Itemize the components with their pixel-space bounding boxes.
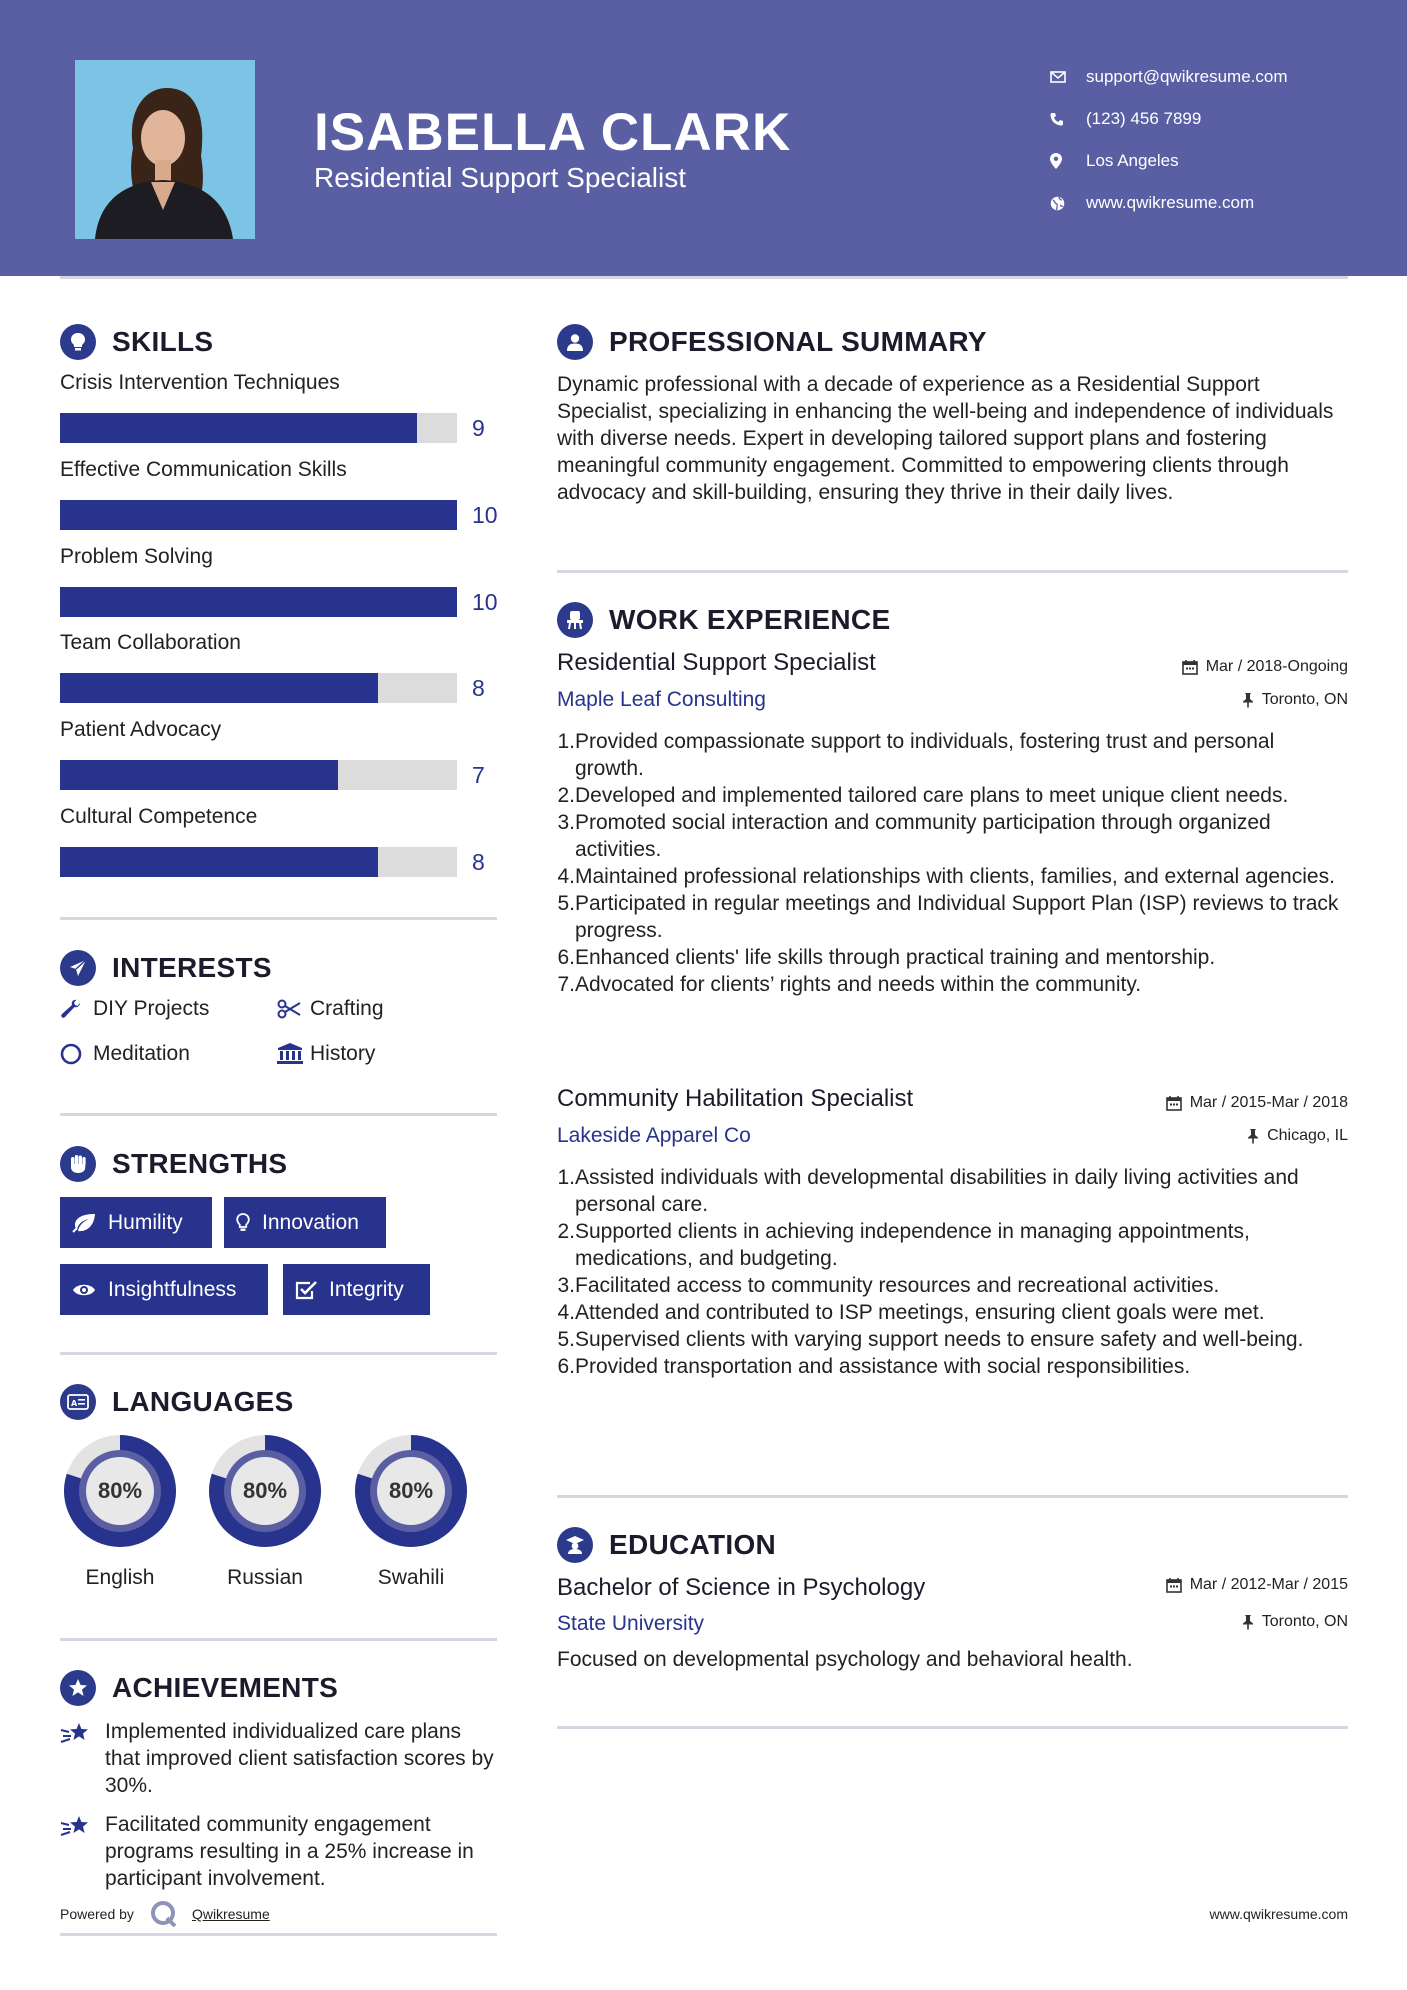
lightbulb-icon: [236, 1213, 250, 1233]
header: [0, 0, 1407, 276]
skill-label: Effective Communication Skills: [60, 458, 347, 481]
strengths-heading: [60, 1146, 287, 1182]
interest-item: [60, 1042, 190, 1066]
skill-bar: [60, 673, 457, 703]
duty-text: Developed and implemented tailored care plans to meet unique client needs.: [575, 784, 1289, 807]
skill-bar-fill: [60, 847, 378, 877]
duty-text: Assisted individuals with developmental disabilities in daily living activities and personal care.: [575, 1166, 1299, 1216]
header-divider: [60, 276, 1348, 279]
company-name: Lakeside Apparel Co: [557, 1124, 751, 1147]
language-ring: [204, 1430, 326, 1552]
lightbulb-icon: [60, 324, 96, 360]
section-divider: [557, 570, 1348, 573]
skill-bar-fill: [60, 760, 338, 790]
skill-label: Team Collaboration: [60, 631, 241, 654]
check-square-icon: [295, 1280, 317, 1300]
job-duties: [557, 1164, 1347, 1380]
strength-label: Humility: [108, 1210, 183, 1234]
candidate-role: Residential Support Specialist: [314, 162, 686, 193]
profile-photo: [75, 60, 255, 239]
job-location-text: Chicago, IL: [1267, 1127, 1348, 1144]
section-divider: [60, 1933, 497, 1936]
duty-item: 3. Facilitated access to community resources and recreational activities.: [557, 1274, 1220, 1297]
duty-item: 5. Participated in regular meetings and Individual Support Plan (ISP) reviews to track progress.: [557, 890, 1347, 944]
education-location-text: Toronto, ON: [1261, 1613, 1348, 1630]
skill-bar-fill: [60, 500, 457, 530]
star-badge-icon: [60, 1670, 96, 1706]
qwikresume-logo-icon: [150, 1900, 178, 1928]
svg-text:A: A: [71, 1399, 78, 1408]
user-icon: [557, 324, 593, 360]
duty-text: Facilitated access to community resources and recreational activities.: [575, 1274, 1220, 1297]
language-name: Swahili: [377, 1566, 445, 1589]
language-percent: 80%: [388, 1478, 434, 1503]
bank-icon: [277, 1043, 310, 1065]
section-divider: [60, 1113, 497, 1116]
experience-title: WORK EXPERIENCE: [609, 604, 891, 635]
interest-label: Crafting: [310, 997, 384, 1020]
interests-title: INTERESTS: [112, 952, 272, 983]
duty-item: 4. Maintained professional relationships with clients, families, and external agencies.: [557, 865, 1335, 888]
circle-icon: [60, 1043, 93, 1065]
duty-item: 1. Provided compassionate support to individuals, fostering trust and personal growth.: [557, 728, 1347, 782]
skill-bar-fill: [60, 673, 378, 703]
education-dates-text: Mar / 2012-Mar / 2015: [1189, 1576, 1348, 1593]
duty-text: Supported clients in achieving independence in managing appointments, medications, and budgeting.: [575, 1220, 1250, 1270]
interest-label: History: [310, 1042, 376, 1065]
skill-item: [60, 718, 500, 788]
language-card-icon: [60, 1384, 96, 1420]
duty-item: 1. Assisted individuals with developmental disabilities in daily living activities and personal care.: [557, 1164, 1347, 1218]
degree-title: Bachelor of Science in Psychology: [557, 1574, 926, 1601]
achievements-heading: [60, 1670, 338, 1706]
job-title: Community Habilitation Specialist: [557, 1085, 914, 1112]
company-name: Maple Leaf Consulting: [557, 688, 766, 711]
wrench-icon: [60, 998, 93, 1020]
duty-text: Provided transportation and assistance with social responsibilities.: [575, 1355, 1191, 1378]
duty-text: Supervised clients with varying support needs to ensure safety and well-being.: [575, 1328, 1304, 1351]
language-name: English: [85, 1566, 155, 1589]
contact-email-text: support@qwikresume.com: [1086, 67, 1288, 86]
contact-website[interactable]: [1050, 182, 1288, 224]
globe-icon: [1050, 196, 1086, 211]
languages-heading: [60, 1384, 294, 1420]
strengths-title: STRENGTHS: [112, 1148, 288, 1179]
duty-text: Promoted social interaction and community participation through organized activities.: [575, 811, 1271, 861]
strength-tag: [283, 1264, 430, 1315]
job-dates-text: Mar / 2018-Ongoing: [1205, 658, 1348, 675]
achievements-title: ACHIEVEMENTS: [112, 1672, 339, 1703]
job-dates: [1182, 658, 1348, 676]
education-location: [1242, 1613, 1348, 1631]
duty-text: Provided compassionate support to individuals, fostering trust and personal growth.: [575, 730, 1275, 780]
eye-icon: [72, 1282, 96, 1298]
language-item: [350, 1430, 472, 1590]
contact-email[interactable]: [1050, 56, 1288, 98]
interest-item: [277, 1042, 375, 1066]
section-divider: [60, 1352, 497, 1355]
language-item: [59, 1430, 181, 1590]
paper-plane-icon: [60, 950, 96, 986]
skill-label: Patient Advocacy: [60, 718, 222, 741]
duty-text: Participated in regular meetings and Individual Support Plan (ISP) reviews to track progress.: [575, 892, 1339, 942]
duty-item: 7. Advocated for clients’ rights and needs within the community.: [557, 973, 1142, 996]
interest-item: [60, 997, 209, 1021]
contact-location: [1050, 140, 1288, 182]
chair-icon: [557, 602, 593, 638]
skill-item: [60, 631, 500, 701]
leaf-icon: [72, 1213, 96, 1233]
map-pin-icon: [1050, 153, 1086, 169]
skill-item: [60, 805, 500, 875]
duty-item: 6. Enhanced clients' life skills through practical training and mentorship.: [557, 946, 1216, 969]
strength-tag: [224, 1197, 386, 1248]
skill-bar: [60, 587, 457, 617]
duty-item: 5. Supervised clients with varying support needs to ensure safety and well-being.: [557, 1328, 1304, 1351]
education-heading: [557, 1527, 776, 1563]
achievement-text: Implemented individualized care plans that improved client satisfaction scores by 30%.: [105, 1720, 494, 1797]
pushpin-icon: [1242, 692, 1254, 708]
scissors-icon: [277, 999, 310, 1019]
skill-value: 8: [472, 675, 485, 701]
achievement-item: [60, 1718, 500, 1799]
interest-label: DIY Projects: [93, 997, 210, 1020]
strength-label: Insightfulness: [108, 1277, 237, 1301]
skill-bar: [60, 500, 457, 530]
contact-list: [1050, 56, 1288, 224]
qwikresume-link[interactable]: Qwikresume: [191, 1906, 270, 1922]
school-name: State University: [557, 1612, 705, 1635]
language-percent: 80%: [242, 1478, 288, 1503]
graduate-icon: [557, 1527, 593, 1563]
skill-value: 10: [472, 502, 498, 528]
calendar-icon: [1166, 1095, 1182, 1111]
interest-item: [277, 997, 384, 1021]
languages-title: LANGUAGES: [112, 1386, 294, 1417]
interest-label: Meditation: [93, 1042, 190, 1065]
education-dates: [1166, 1576, 1348, 1594]
skill-bar-fill: [60, 413, 417, 443]
job-location: [1242, 691, 1348, 709]
contact-phone[interactable]: [1050, 98, 1288, 140]
job-location-text: Toronto, ON: [1261, 691, 1348, 708]
strength-tag: [60, 1264, 268, 1315]
fist-icon: [60, 1146, 96, 1182]
summary-heading: [557, 324, 987, 360]
education-title: EDUCATION: [609, 1529, 777, 1560]
summary-title: PROFESSIONAL SUMMARY: [609, 326, 987, 357]
powered-by-label: Powered by: [60, 1906, 134, 1922]
shooting-star-icon: [60, 1718, 105, 1799]
language-item: [204, 1430, 326, 1590]
skill-bar: [60, 847, 457, 877]
achievement-item: [60, 1811, 500, 1892]
duty-text: Maintained professional relationships with clients, families, and external agencies.: [575, 865, 1335, 888]
calendar-icon: [1166, 1577, 1182, 1593]
section-divider: [557, 1726, 1348, 1729]
interests-heading: [60, 950, 272, 986]
achievement-text: Facilitated community engagement programs resulting in a 25% increase in participant involvement.: [105, 1813, 474, 1890]
summary-text: Dynamic professional with a decade of experience as a Residential Support Specialist, specializing in enhancing the well-being and independence of individuals with diverse needs. Expert in developing tailored support plans and fostering meaningful community engagement. Committed to empowering clients through advocacy and skill-building, ensuring they thrive in their daily lives.: [557, 373, 1334, 504]
skill-value: 9: [472, 415, 485, 441]
duty-item: 6. Provided transportation and assistance with social responsibilities.: [557, 1355, 1191, 1378]
duty-item: 4. Attended and contributed to ISP meetings, ensuring client goals were met.: [557, 1301, 1265, 1324]
candidate-name: ISABELLA CLARK: [314, 103, 792, 162]
calendar-icon: [1182, 659, 1198, 675]
skills-heading: [60, 324, 213, 360]
skill-value: 8: [472, 849, 485, 875]
skill-bar: [60, 760, 457, 790]
pushpin-icon: [1242, 1614, 1254, 1630]
duty-text: Attended and contributed to ISP meetings, ensuring client goals were met.: [575, 1301, 1265, 1324]
phone-icon: [1050, 112, 1086, 126]
shooting-star-icon: [60, 1811, 105, 1892]
skill-value: 7: [472, 762, 485, 788]
experience-heading: [557, 602, 890, 638]
job-location: [1247, 1127, 1348, 1145]
section-divider: [60, 1638, 497, 1641]
language-name: Russian: [227, 1566, 303, 1589]
envelope-icon: [1050, 71, 1086, 83]
skills-title: SKILLS: [112, 326, 214, 357]
contact-location-text: Los Angeles: [1086, 151, 1179, 170]
job-dates: [1166, 1094, 1348, 1112]
skill-item: [60, 371, 500, 441]
strength-label: Integrity: [329, 1277, 404, 1301]
duty-item: 3. Promoted social interaction and community participation through organized activities.: [557, 809, 1347, 863]
section-divider: [60, 917, 497, 920]
pushpin-icon: [1247, 1128, 1259, 1144]
skill-bar: [60, 413, 457, 443]
job-dates-text: Mar / 2015-Mar / 2018: [1189, 1094, 1348, 1111]
strength-label: Innovation: [262, 1210, 359, 1234]
skill-label: Crisis Intervention Techniques: [60, 371, 340, 394]
skill-item: [60, 458, 500, 528]
contact-phone-text: (123) 456 7899: [1086, 109, 1202, 128]
skill-label: Cultural Competence: [60, 805, 258, 828]
job-title: Residential Support Specialist: [557, 649, 876, 676]
education-description: Focused on developmental psychology and behavioral health.: [557, 1648, 1133, 1671]
language-percent: 80%: [97, 1478, 143, 1503]
duty-text: Enhanced clients' life skills through practical training and mentorship.: [575, 946, 1216, 969]
footer-url[interactable]: www.qwikresume.com: [1209, 1906, 1348, 1922]
skill-label: Problem Solving: [60, 545, 213, 568]
job-duties: [557, 728, 1347, 998]
duty-text: Advocated for clients’ rights and needs within the community.: [575, 973, 1142, 996]
section-divider: [557, 1495, 1348, 1498]
skill-value: 10: [472, 589, 498, 615]
duty-item: 2. Developed and implemented tailored care plans to meet unique client needs.: [557, 784, 1289, 807]
strength-tag: [60, 1197, 212, 1248]
contact-website-text: www.qwikresume.com: [1086, 193, 1255, 212]
language-ring: [59, 1430, 181, 1552]
skill-bar-fill: [60, 587, 457, 617]
powered-by: [60, 1900, 270, 1928]
language-ring: [350, 1430, 472, 1552]
duty-item: 2. Supported clients in achieving independence in managing appointments, medications, and budgeting.: [557, 1218, 1347, 1272]
skill-item: [60, 545, 500, 615]
